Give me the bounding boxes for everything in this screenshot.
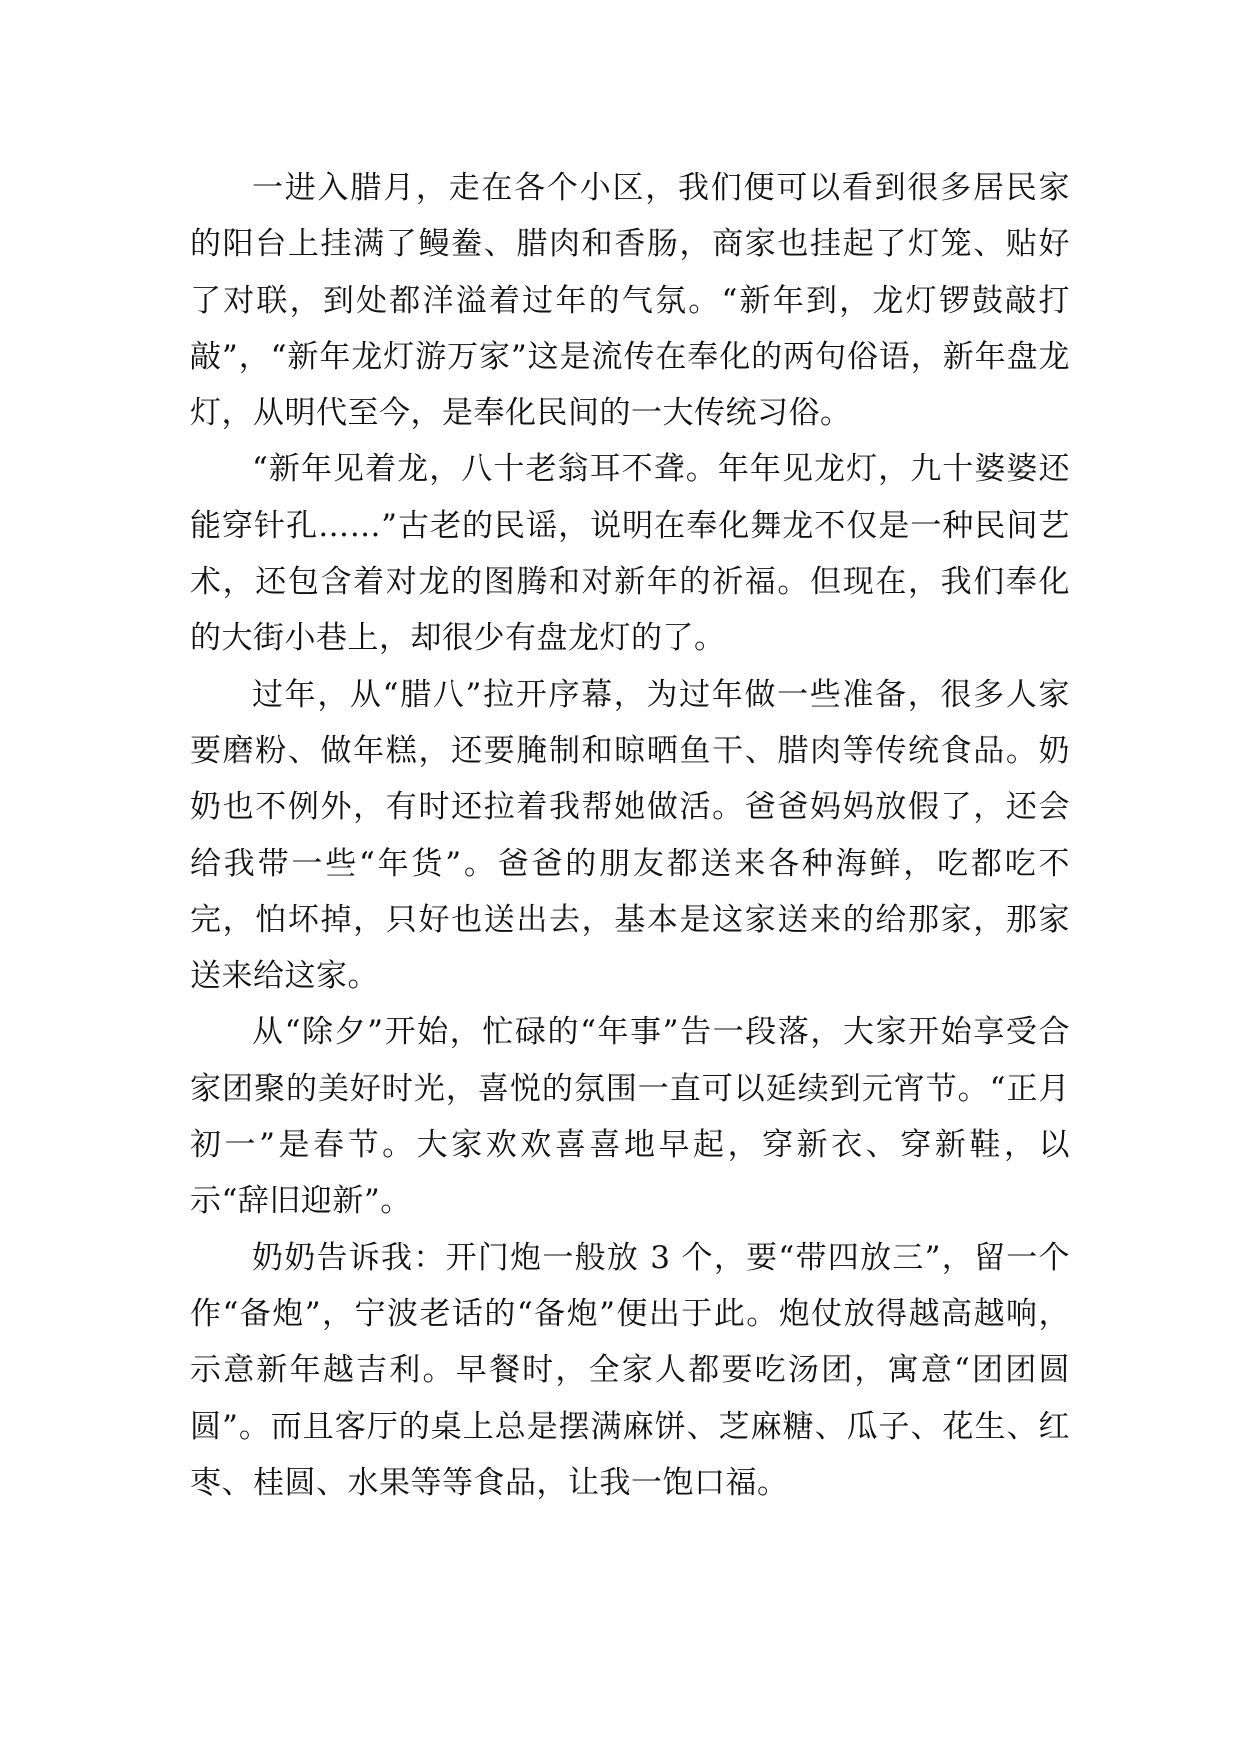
paragraph-1: 一进入腊月，走在各个小区，我们便可以看到很多居民家的阳台上挂满了鳗鲞、腊肉和香肠，商家也挂起了灯笼、贴好了对联，到处都洋溢着过年的气氛。“新年到，龙灯锣鼓敲打敲”，“新年龙灯游万家”这是流传在奉化的两句俗语，新年盘龙灯，从明代至今，是奉化民间的一大传统习俗。 [190, 170, 1070, 432]
paragraph-4: 从“除夕”开始，忙碌的“年事”告一段落，大家开始享受合家团聚的美好时光，喜悦的氛围一直可以延续到元宵节。“正月初一”是春节。大家欢欢喜喜地早起，穿新衣、穿新鞋，以示“辞旧迎新”。 [190, 1014, 1070, 1220]
paragraph-2: “新年见着龙，八十老翁耳不聋。年年见龙灯，九十婆婆还能穿针孔……”古老的民谣，说明在奉化舞龙不仅是一种民间艺术，还包含着对龙的图腾和对新年的祈福。但现在，我们奉化的大街小巷上，却很少有盘龙灯的了。 [190, 451, 1070, 657]
paragraph-5: 奶奶告诉我：开门炮一般放 3 个，要“带四放三”，留一个作“备炮”，宁波老话的“备炮”便出于此。炮仗放得越高越响，示意新年越吉利。早餐时，全家人都要吃汤团，寓意“团团圆圆”。而且客厅的桌上总是摆满麻饼、芝麻糖、瓜子、花生、红枣、桂圆、水果等等食品，让我一饱口福。 [190, 1239, 1070, 1501]
paragraph-3: 过年，从“腊八”拉开序幕，为过年做一些准备，很多人家要磨粉、做年糕，还要腌制和晾晒鱼干、腊肉等传统食品。奶奶也不例外，有时还拉着我帮她做活。爸爸妈妈放假了，还会给我带一些“年货”。爸爸的朋友都送来各种海鲜，吃都吃不完，怕坏掉，只好也送出去，基本是这家送来的给那家，那家送来给这家。 [190, 676, 1070, 995]
document-page [190, 160, 1070, 1511]
